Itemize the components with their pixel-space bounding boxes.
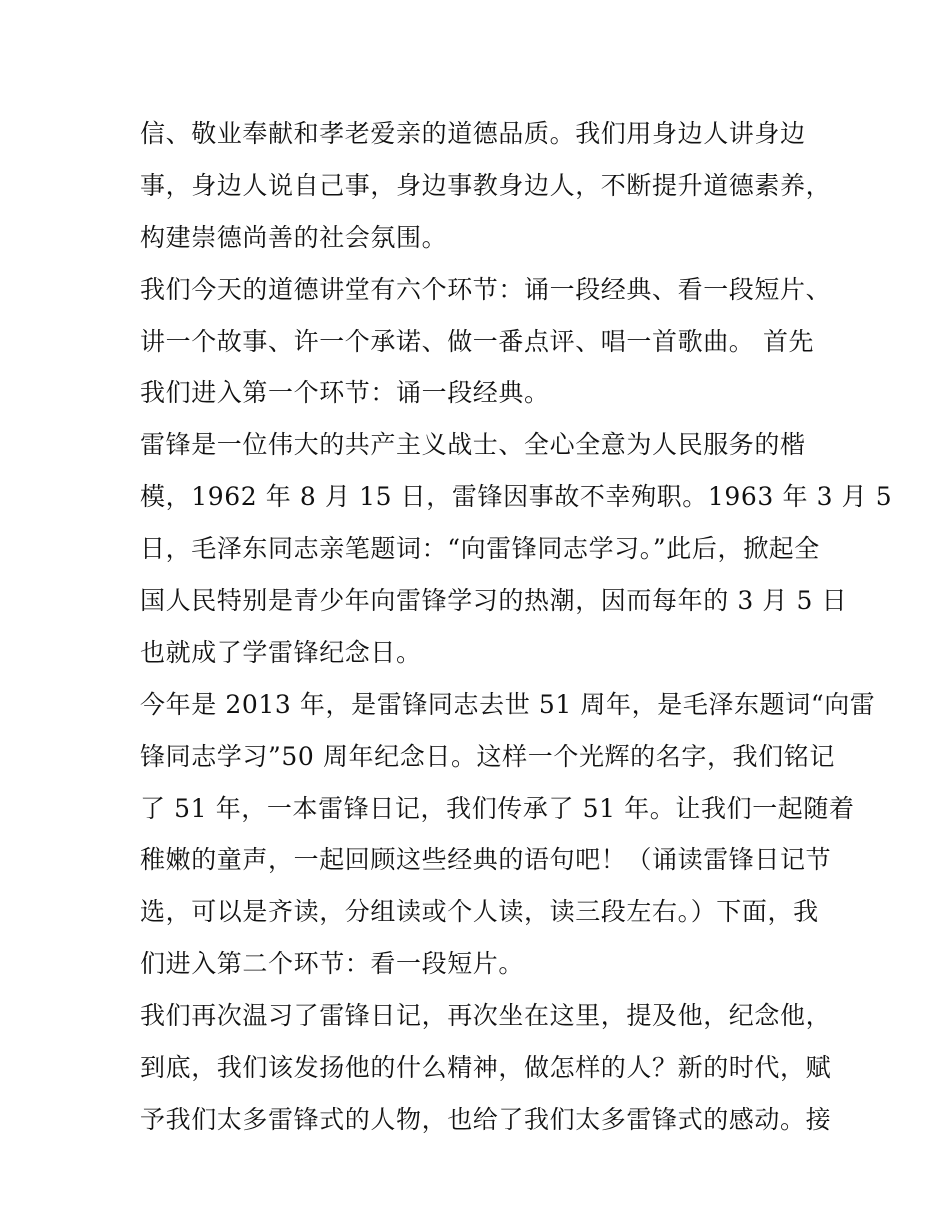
document-body [140, 108, 893, 1146]
text-line: 了 51 年，一本雷锋日记，我们传承了 51 年。让我们一起随着 [140, 793, 855, 823]
text-line: 选，可以是齐读，分组读或个人读，读三段左右。）下面，我 [140, 897, 819, 927]
text-line: 我们今天的道德讲堂有六个环节：诵一段经典、看一段短片、 [140, 274, 832, 304]
text-line: 们进入第二个环节：看一段短片。 [140, 949, 525, 979]
text-line: 锋同志学习”50 周年纪念日。这样一个光辉的名字，我们铭记 [140, 741, 835, 771]
text-line: 到底，我们该发扬他的什么精神，做怎样的人？新的时代，赋 [140, 1053, 832, 1083]
text-line: 日，毛泽东同志亲笔题词：“向雷锋同志学习。”此后，掀起全 [140, 534, 820, 564]
text-line: 我们进入第一个环节：诵一段经典。 [140, 378, 550, 408]
text-line: 构建崇德尚善的社会氛围。 [140, 222, 448, 252]
text-line: 国人民特别是青少年向雷锋学习的热潮，因而每年的 3 月 5 日 [140, 586, 848, 616]
text-line: 模，1962 年 8 月 15 日，雷锋因事故不幸殉职。1963 年 3 月 5 [140, 482, 893, 512]
text-line: 今年是 2013 年，是雷锋同志去世 51 周年，是毛泽东题词“向雷 [140, 689, 876, 719]
text-line: 稚嫩的童声，一起回顾这些经典的语句吧！（诵读雷锋日记节 [140, 845, 832, 875]
text-line: 也就成了学雷锋纪念日。 [140, 637, 422, 667]
text-line: 事，身边人说自己事，身边事教身边人，不断提升道德素养， [140, 170, 832, 200]
text-line: 信、敬业奉献和孝老爱亲的道德品质。我们用身边人讲身边 [140, 119, 806, 148]
text-line: 雷锋是一位伟大的共产主义战士、全心全意为人民服务的楷 [140, 430, 806, 460]
text-line: 予我们太多雷锋式的人物，也给了我们太多雷锋式的感动。接 [140, 1104, 832, 1134]
text-line: 讲一个故事、许一个承诺、做一番点评、唱一首歌曲。 首先 [140, 326, 815, 356]
text-line: 我们再次温习了雷锋日记，再次坐在这里，提及他，纪念他， [140, 1001, 832, 1031]
